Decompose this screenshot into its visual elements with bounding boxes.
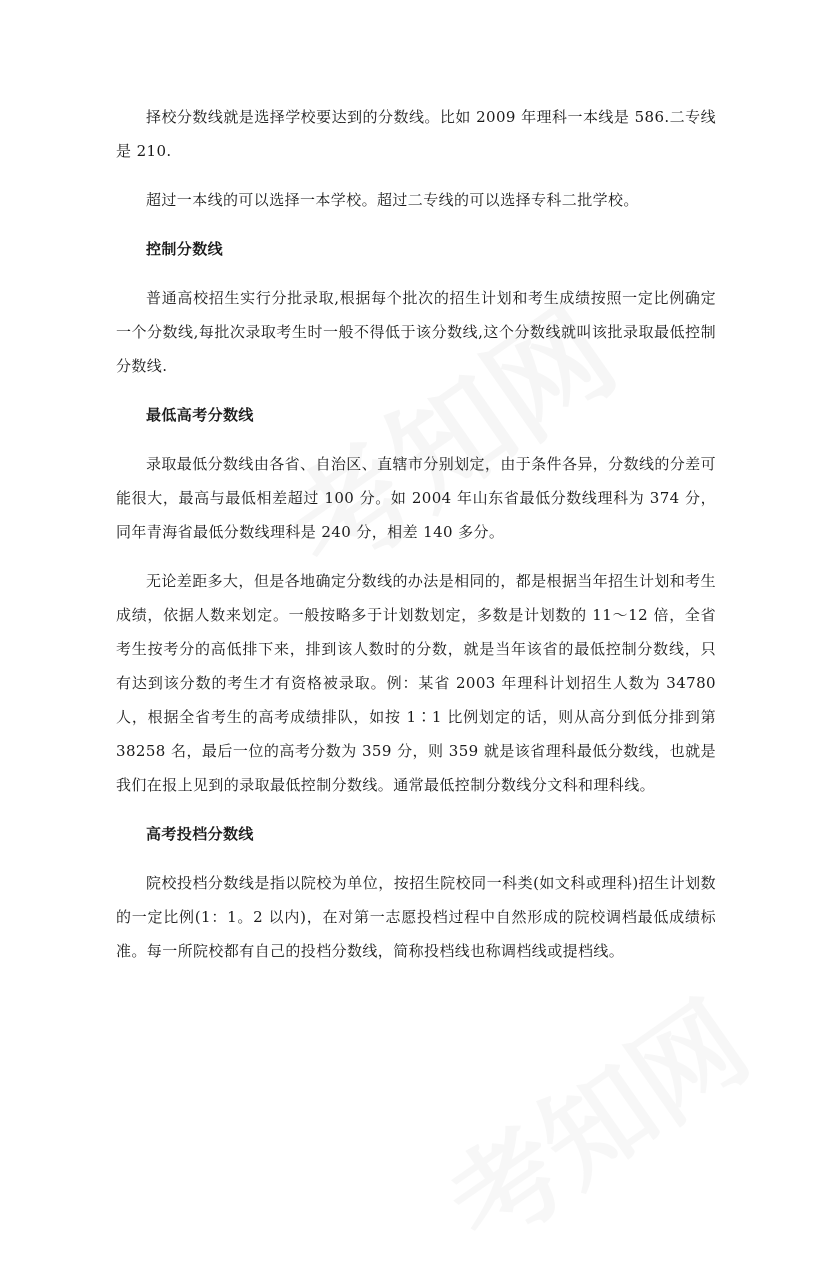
paragraph-minimum-line-2: 无论差距多大，但是各地确定分数线的办法是相同的，都是根据当年招生计划和考生成绩，依据人数来划定。一般按略多于计划数划定，多数是计划数的 11～12 倍，全省考生按考分的高低排下来，排到该人数时的分数，就是当年该省的最低控制分数线，只有达到该分数的考生才有资格被录取。例：某省 2003 年理科计划招生人数为 34780 人，根据全省考生的高考成绩排队，如按 1∶1 比例划定的话，则从高分到低分排到第 38258 名，最后一位的高考分数为 359 分，则 359 就是该省理科最低分数线，也就是我们在报上见到的录取最低控制分数线。通常最低控制分数线分文科和理科线。 xyxy=(116,572,716,794)
paragraph-control-line: 普通高校招生实行分批录取,根据每个批次的招生计划和考生成绩按照一定比例确定一个分数线,每批次录取考生时一般不得低于该分数线,这个分数线就叫该批录取最低控制分数线. xyxy=(116,289,716,375)
document-page xyxy=(116,100,716,968)
watermark-lower xyxy=(413,919,827,1271)
section-heading-submission-line: 高考投档分数线 xyxy=(146,825,254,843)
section-heading-control-line: 控制分数线 xyxy=(146,240,224,258)
paragraph-intro-2: 超过一本线的可以选择一本学校。超过二专线的可以选择专科二批学校。 xyxy=(146,191,639,209)
paragraph-intro-1: 择校分数线就是选择学校要达到的分数线。比如 2009 年理科一本线是 586.二专线是 210. xyxy=(116,108,716,160)
paragraph-submission-line: 院校投档分数线是指以院校为单位，按招生院校同一科类(如文科或理科)招生计划数的一定比例(1：1。2 以内)，在对第一志愿投档过程中自然形成的院校调档最低成绩标准。每一所院校都有自己的投档分数线，简称投档线也称调档线或提档线。 xyxy=(116,874,716,960)
section-heading-minimum-line: 最低高考分数线 xyxy=(146,406,254,424)
paragraph-minimum-line-1: 录取最低分数线由各省、自治区、直辖市分别划定，由于条件各异，分数线的分差可能很大，最高与最低相差超过 100 分。如 2004 年山东省最低分数线理科为 374 分，同年青海省最低分数线理科是 240 分，相差 140 多分。 xyxy=(116,455,716,541)
